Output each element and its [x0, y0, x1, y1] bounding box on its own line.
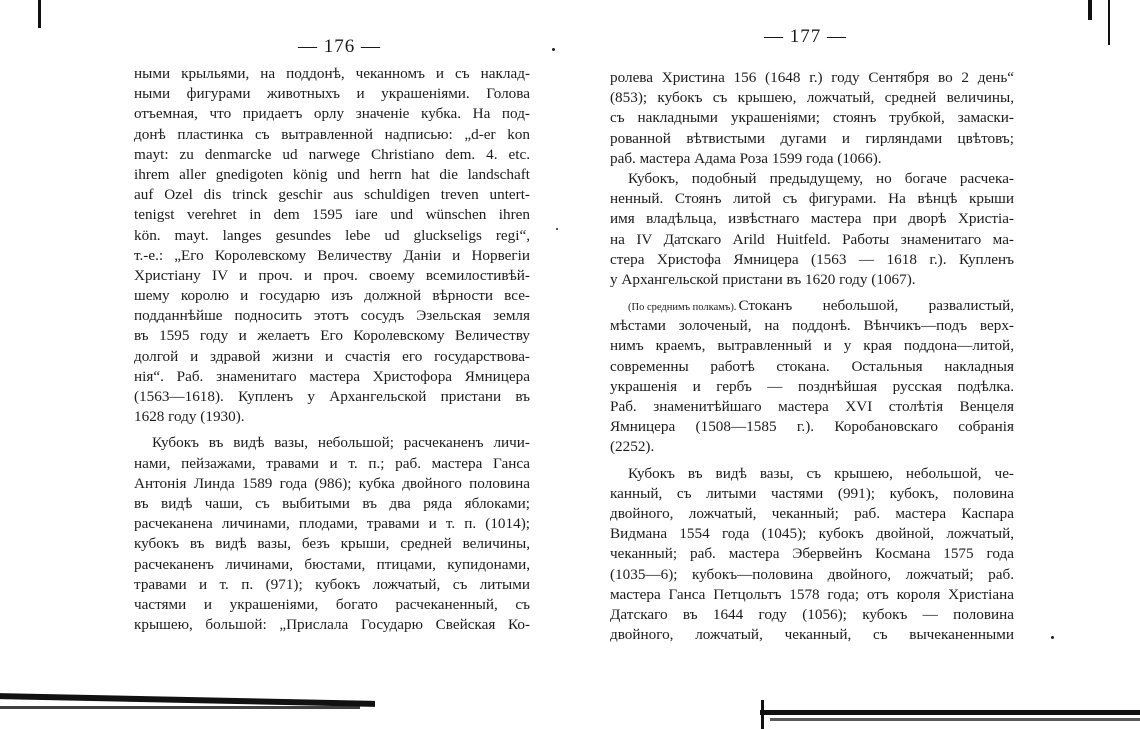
- text-line: крышею, большой: „Прислала Государю Свейская Ко-: [134, 616, 530, 634]
- text-line: (853); кубокъ съ крышею, ложчатый, средней величины,: [610, 89, 1014, 107]
- text-line: 1628 году (1930).: [134, 408, 245, 426]
- text-line: нами, пейзажами, травами и т. п.; раб. мастера Ганса: [134, 454, 530, 472]
- text-line: Кубокъ въ видѣ вазы, небольшой; расчеканенъ личи-: [152, 434, 530, 452]
- text-line: стера Христофа Ямницера (1563 — 1618 г.). Купленъ: [610, 250, 1014, 268]
- text-line: современны работѣ стокана. Остальныя накладныя: [610, 357, 1014, 375]
- text-line: Раб. знаменитѣйшаго мастера XVI столѣтія Венцеля: [610, 398, 1014, 415]
- text-line: канный, съ литыми частями (991); кубокъ, половина: [610, 484, 1014, 502]
- text-line: Датскаго въ 1644 году (1056); кубокъ — половина: [610, 605, 1014, 623]
- text-line: Видмана 1554 года (1045); кубокъ двойной, ложчатый,: [610, 525, 1014, 543]
- text-line: ными фигурами животныхъ и украшеніями. Голова: [134, 85, 530, 103]
- text-line: раб. мастера Адама Роза 1599 года (1066).: [610, 149, 882, 167]
- speck: [556, 228, 558, 230]
- text-line: въ 1595 году и желаетъ Его Королевскому Величеству: [134, 327, 530, 345]
- text-line: т.-е.: „Его Королевскому Величеству Даніи и Норвегіи: [134, 246, 530, 264]
- speck: [1051, 636, 1054, 639]
- text-line: подданнѣйше подносить этотъ сосудъ Эзельская земля: [134, 307, 530, 325]
- text-line: двойного, ложчатый, чеканный; раб. мастера Каспара: [610, 504, 1014, 522]
- text-line: (2252).: [610, 438, 655, 456]
- text-line: въ видѣ чаши, съ выбитыми въ два ряда яблоками;: [134, 494, 530, 512]
- scan-edge-right-2: [1108, 0, 1110, 45]
- text-line: съ накладными украшеніями; стоянъ трубкой, замаски-: [610, 109, 1014, 127]
- right-page-text: [610, 68, 1014, 645]
- gutter-mark: [761, 700, 764, 729]
- text-line: ролева Христина 156 (1648 г.) году Сентября во 2 день“: [610, 69, 1014, 86]
- text-line: отъемная, что придаетъ орлу значеніе кубка. На под-: [134, 105, 530, 123]
- text-line: ненный. Стоянъ литой съ фигурами. На вѣнцѣ крыши: [610, 190, 1014, 208]
- text-line: на IV Датскаго Arild Huitfeld. Работы знаменитаго ма-: [610, 230, 1014, 248]
- scan-bottom-shadow-left: [0, 693, 375, 707]
- text-line: Антонія Линда 1589 года (986); кубка двойного половина: [134, 474, 530, 492]
- text-line: auf Ozel dis trinck geschir aus schuldigen treven untert-: [134, 186, 530, 204]
- text-line: mayt: zu denmarcke ud narwege Christiano dem. 4. etc.: [134, 145, 530, 163]
- text-line: мѣстами золоченый, на поддонѣ. Вѣнчикъ—подъ верх-: [610, 317, 1014, 335]
- text-line: донѣ пластинка съ вытравленной надписью: „d-er kon: [134, 125, 530, 143]
- scan-edge-left: [38, 0, 41, 28]
- shelf-note: (По среднимъ полкамъ).: [628, 302, 737, 314]
- text-line: [610, 296, 1014, 316]
- scan-bottom-shadow-right-2: [770, 718, 1140, 721]
- text-line: рованной вѣтвистыми дугами и гирляндами цвѣтовъ;: [610, 129, 1014, 147]
- left-page-text: [134, 64, 530, 635]
- text-line: (1563—1618). Купленъ у Архангельской пристани въ: [134, 388, 530, 405]
- text-line: kön. mayt. langes gesundes lebe ud gluckseligs regi“,: [134, 226, 530, 244]
- text-line-continuation: Стоканъ небольшой, развалистый,: [738, 297, 1014, 315]
- text-line: мастера Ганса Петцольтъ 1578 года; отъ короля Христіана: [610, 585, 1014, 603]
- text-line: травами и т. п. (971); кубокъ ложчатый, съ литыми: [134, 575, 530, 593]
- text-line: шему королю и государю изъ должной вѣрности все-: [134, 287, 530, 305]
- text-line: имя владѣльца, извѣстнаго мастера при дворѣ Христіа-: [610, 210, 1014, 228]
- text-line: ными крыльями, на поддонѣ, чеканномъ и съ наклад-: [134, 65, 530, 82]
- right-page-number: — 177 —: [764, 26, 847, 47]
- text-line: украшенія и гербъ — позднѣйшая русская подѣлка.: [610, 377, 1014, 395]
- text-line: долгой и здравой жизни и счастія его государствова-: [134, 347, 530, 365]
- text-line: чеканный; раб. мастера Эбервейнъ Космана 1575 года: [610, 545, 1014, 563]
- text-line: Кубокъ въ видѣ вазы, съ крышею, небольшой, че-: [628, 464, 1014, 482]
- left-page-number: — 176 —: [298, 36, 381, 57]
- text-line: расчеканена личинами, плодами, травами и т. п. (1014);: [134, 515, 530, 533]
- text-line: двойного, ложчатый, чеканный, съ вычеканенными: [610, 626, 1014, 644]
- text-line: tenigst verehret in dem 1595 iare und wünschen ihren: [134, 206, 530, 224]
- text-line: расчеканенъ личинами, бюстами, птицами, купидонами,: [134, 555, 530, 573]
- text-line: Кубокъ, подобный предыдущему, но богаче расчека-: [628, 169, 1014, 187]
- text-line: у Архангельской пристани въ 1620 году (1067).: [610, 270, 916, 288]
- scan-bottom-shadow-right: [760, 710, 1140, 715]
- speck: [552, 48, 555, 51]
- scan-edge-right: [1088, 0, 1092, 20]
- text-line: Ямницера (1508—1585 г.). Коробановскаго собранія: [610, 418, 1014, 436]
- text-line: кубокъ въ видѣ вазы, безъ крыши, средней величины,: [134, 535, 530, 553]
- text-line: ihrem aller gnedigoten könig und herrn hat die landschaft: [134, 165, 530, 183]
- text-line: нимъ краемъ, вытравленный и у края поддона—литой,: [610, 337, 1014, 355]
- text-line: нія“. Раб. знаменитаго мастера Христофора Ямницера: [134, 367, 530, 385]
- text-line: частями и украшеніями, богато расчеканенный, съ: [134, 595, 530, 613]
- text-line: (1035—6); кубокъ—половина двойного, ложчатый; раб.: [610, 565, 1014, 583]
- text-line: Христіану IV и проч. и проч. своему всемилостивѣй-: [134, 266, 530, 284]
- scan-bottom-shadow-left-2: [0, 706, 360, 709]
